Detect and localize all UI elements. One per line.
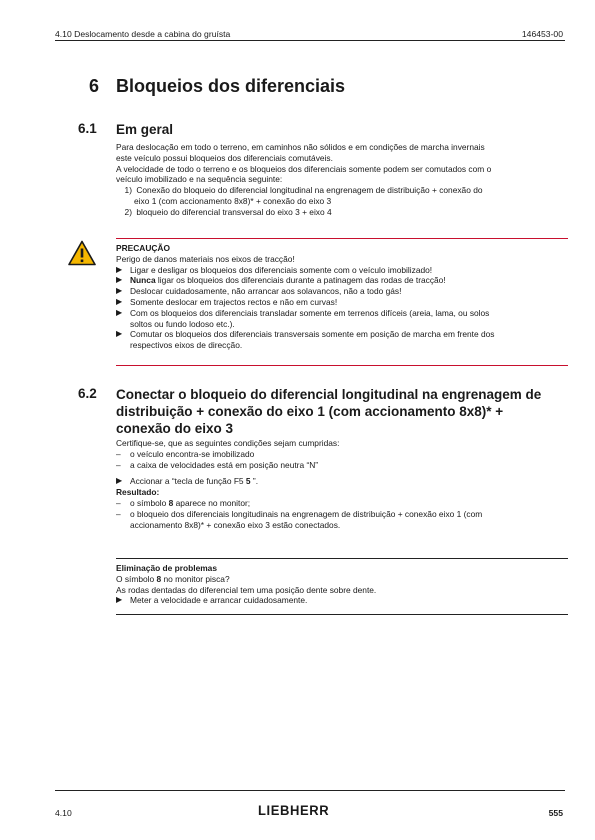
chapter-title: Bloqueios dos diferenciais	[116, 76, 346, 96]
caution-bullet: ▶ Com os bloqueios dos diferenciais transladar somente em terrenos difíceis (areia, lama, ou solos soltos ou fundo lodoso etc.).	[116, 307, 490, 329]
caution-bullet: ▶ Nunca ligar os bloqueios dos diferenciais durante a patinagem das rodas de tracção!	[116, 275, 446, 286]
caution-subtitle: Perigo de danos materiais nos eixos de tracção!	[116, 253, 295, 264]
header-rule	[55, 40, 565, 41]
troubleshoot-action: ▶ Meter a velocidade e arrancar cuidadosamente.	[116, 595, 308, 606]
paragraph-line: A velocidade de todo o terreno e os bloqueios dos diferenciais somente podem ser comutados com o	[116, 163, 492, 174]
header-section: 4.10 Deslocamento desde a cabina do gruísta	[55, 29, 231, 39]
item-text: Conexão do bloqueio do diferencial longitudinal na engrenagem de distribuição + conexão do	[136, 185, 483, 196]
arrow-bullet-icon: ▶	[116, 296, 123, 306]
sequence-item-1	[116, 185, 568, 196]
section-6-1-body	[116, 142, 568, 218]
caution-bullet: ▶ Comutar os bloqueios dos diferenciais transversais somente em posição de marcha em frente dos respectivos eixos de direcção.	[116, 329, 495, 351]
troubleshoot-question: O símbolo 8 no monitor pisca?	[116, 573, 230, 584]
liebherr-logo: LIEBHERR	[258, 802, 330, 819]
arrow-bullet-icon: ▶	[116, 275, 123, 285]
item-number: 2)	[124, 206, 132, 217]
section-6-1-number: 6.1	[78, 121, 97, 136]
item-text-continued: eixo 1 (com accionamento 8x8)* + conexão do eixo 3	[134, 195, 332, 206]
troubleshoot-cause: As rodas dentadas do diferencial tem uma posição dente sobre dente.	[116, 584, 377, 595]
troubleshoot-title: Eliminação de problemas	[116, 563, 217, 573]
page-number: 555	[548, 808, 563, 818]
troubleshoot-block	[116, 563, 568, 606]
footer-section: 4.10	[55, 808, 72, 818]
result-item: – o símbolo 8 aparece no monitor;	[116, 497, 251, 508]
item-text: bloqueio do diferencial transversal do eixo 3 + eixo 4	[136, 206, 332, 217]
paragraph-line: veículo imobilizado e na sequência seguinte:	[116, 174, 283, 185]
troubleshoot-bottom-rule	[116, 614, 568, 615]
section-6-2-title: Conectar o bloqueio do diferencial longitudinal na engrenagem de distribuição + conexão do eixo 1 (com accionamento 8x8)* + conexão do eixo 3	[116, 387, 542, 436]
section-6-2-body	[116, 438, 568, 530]
chapter-number: 6	[89, 76, 100, 96]
troubleshoot-top-rule	[116, 558, 568, 559]
arrow-bullet-icon: ▶	[116, 476, 123, 486]
caution-title: PRECAUÇÃO	[116, 243, 170, 253]
warning-triangle-icon	[68, 240, 96, 266]
arrow-bullet-icon: ▶	[116, 307, 123, 317]
caution-top-rule	[116, 238, 568, 239]
footer-rule	[55, 790, 565, 791]
header-doc-number: 146453-00	[521, 29, 563, 39]
arrow-bullet-icon: ▶	[116, 595, 123, 605]
arrow-bullet-icon: ▶	[116, 286, 123, 296]
condition-item: – a caixa de velocidades está em posição neutra “N”	[116, 459, 319, 470]
paragraph-line: este veículo possui bloqueios dos diferenciais comutáveis.	[116, 152, 333, 163]
caution-bullet: ▶ Ligar e desligar os bloqueios dos diferenciais somente com o veículo imobilizado!	[116, 264, 433, 275]
result-item: – o bloqueio dos diferenciais longitudinais na engrenagem de distribuição + conexão eixo 1 (com accionamento 8x8)* + conexão eixo 3 estão conectados.	[116, 508, 483, 530]
paragraph-line: Certifique-se, que as seguintes condições sejam cumpridas:	[116, 438, 340, 448]
caution-bottom-rule	[116, 365, 568, 366]
result-label: Resultado:	[116, 487, 160, 498]
sequence-item-2	[116, 207, 568, 218]
condition-item: – o veículo encontra-se imobilizado	[116, 448, 255, 459]
action-step: ▶ Accionar a “tecla de função F5 5 ”.	[116, 476, 259, 487]
section-6-1-title: Em geral	[116, 122, 174, 137]
caution-bullet: ▶ Somente deslocar em trajectos rectos e não em curvas!	[116, 296, 338, 307]
caution-bullet: ▶ Deslocar cuidadosamente, não arrancar aos solavancos, não a todo gás!	[116, 286, 402, 297]
section-6-2-number: 6.2	[78, 386, 97, 401]
item-number: 1)	[124, 185, 132, 196]
arrow-bullet-icon: ▶	[116, 264, 123, 274]
arrow-bullet-icon: ▶	[116, 329, 123, 339]
paragraph-line: Para deslocação em todo o terreno, em caminhos não sólidos e em condições de marcha invernais	[116, 142, 485, 152]
caution-block	[116, 243, 568, 351]
